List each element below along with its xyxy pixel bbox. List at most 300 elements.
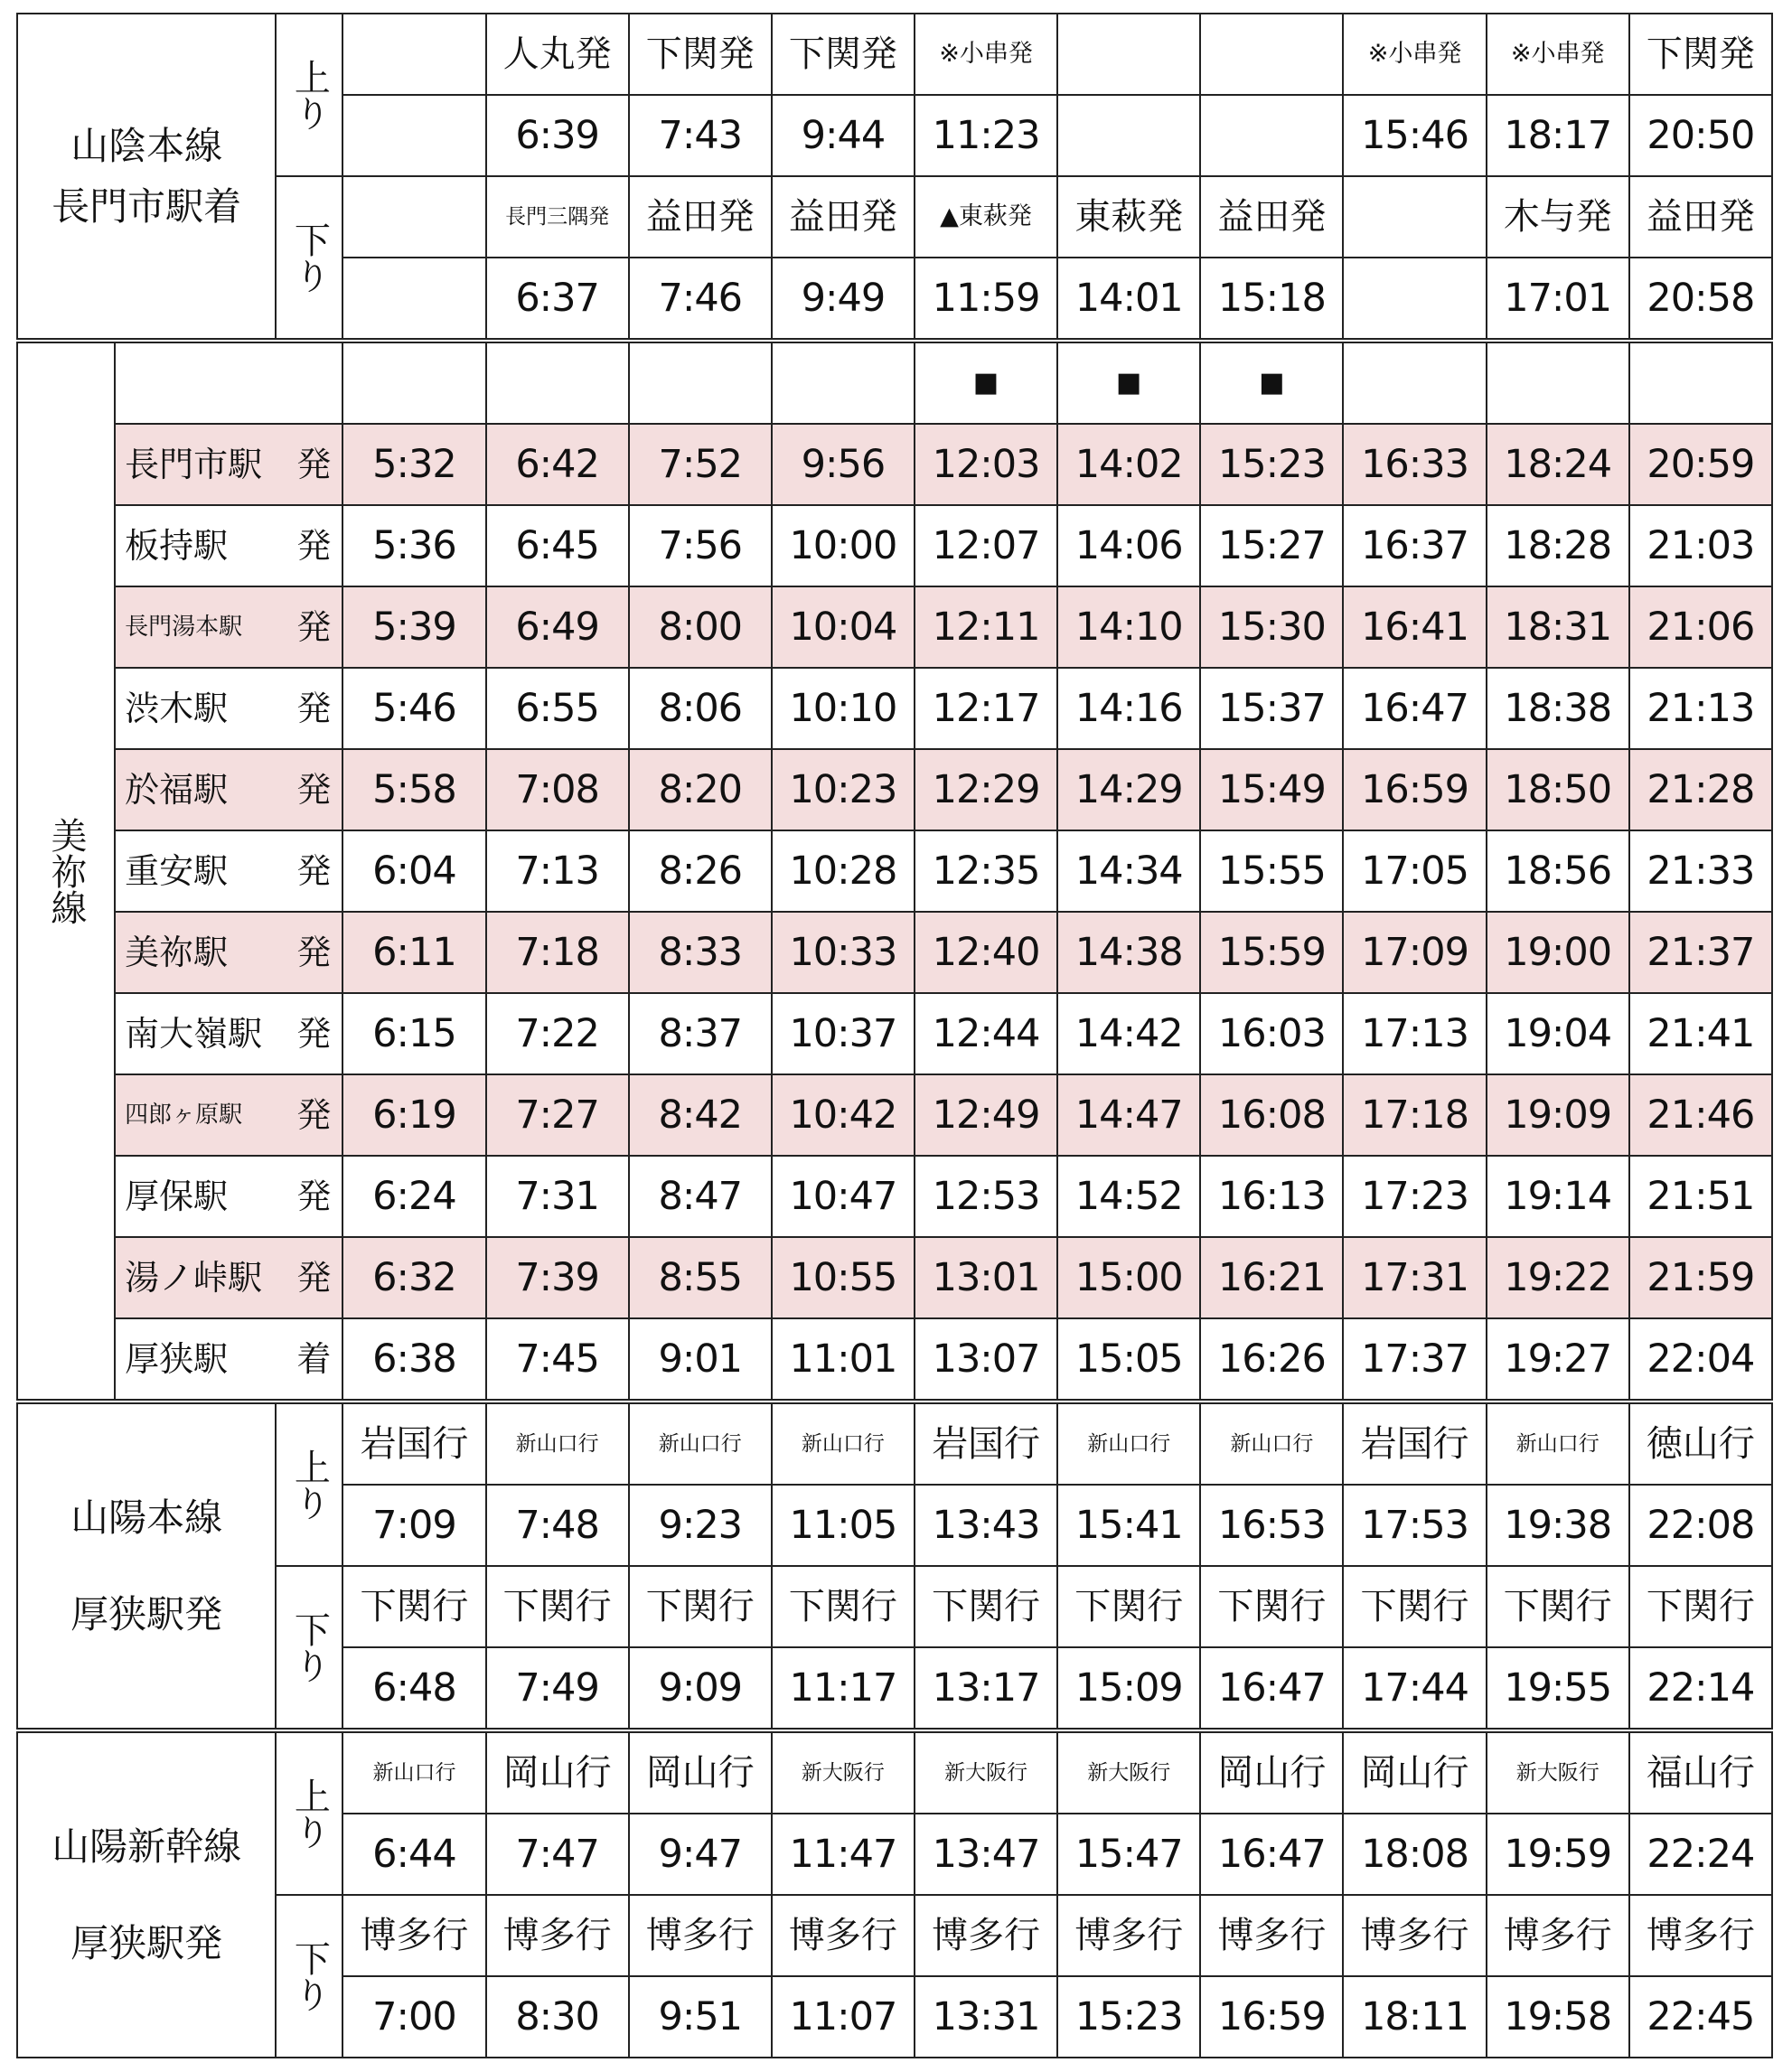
- shinkansen-time-cell: 18:08: [1343, 1814, 1486, 1895]
- sanin-time-cell: 11:59: [915, 258, 1057, 341]
- shinkansen-destination-cell: 博多行: [1629, 1895, 1772, 1976]
- sanyo-destination-cell: 下関行: [486, 1566, 629, 1647]
- time-cell: 18:31: [1487, 586, 1629, 668]
- sanyo-destination-cell: 岩国行: [342, 1402, 485, 1485]
- time-cell: 21:13: [1629, 668, 1772, 749]
- sanyo-destination-cell: 下関行: [772, 1566, 915, 1647]
- time-cell: 5:46: [342, 668, 485, 749]
- time-cell: 12:03: [915, 424, 1057, 505]
- time-cell: 19:22: [1487, 1237, 1629, 1318]
- shinkansen-destination-cell: 博多行: [342, 1895, 485, 1976]
- sanin-time-cell: [342, 95, 485, 176]
- sanyo-destination-cell: 新山口行: [486, 1402, 629, 1485]
- shinkansen-destination-cell: 岡山行: [1200, 1730, 1343, 1814]
- station-suffix: 発: [296, 607, 332, 647]
- sanin-row-up_origins: [17, 14, 1772, 95]
- station-suffix: 発: [296, 1177, 332, 1216]
- station-row: [17, 668, 1772, 749]
- time-cell: 13:07: [915, 1318, 1057, 1402]
- sanyo-time-cell: 11:05: [772, 1485, 915, 1566]
- time-cell: 8:33: [629, 912, 772, 993]
- time-cell: 21:37: [1629, 912, 1772, 993]
- sanyo-destination-cell: 下関行: [1487, 1566, 1629, 1647]
- sanin-origin-cell: ※小串発: [1343, 14, 1486, 95]
- shinkansen-time-cell: 7:47: [486, 1814, 629, 1895]
- sanin-line-cell: [17, 14, 276, 341]
- time-cell: 15:37: [1200, 668, 1343, 749]
- sanin-up-label: 上り: [276, 14, 342, 176]
- shinkansen-time-cell: 19:58: [1487, 1976, 1629, 2058]
- service-mark-cell: [486, 341, 629, 424]
- time-cell: 12:44: [915, 993, 1057, 1074]
- sanin-time-cell: 14:01: [1057, 258, 1200, 341]
- time-cell: 17:13: [1343, 993, 1486, 1074]
- sanin-time-cell: [1200, 95, 1343, 176]
- sanin-time-cell: [1343, 258, 1486, 341]
- station-name: 四郎ヶ原駅: [125, 1102, 243, 1129]
- time-cell: 16:33: [1343, 424, 1486, 505]
- sanyo-time-cell: 16:53: [1200, 1485, 1343, 1566]
- service-mark-cell: [1629, 341, 1772, 424]
- timetable: [16, 13, 1773, 2058]
- station-row: [17, 424, 1772, 505]
- service-mark-cell: [772, 341, 915, 424]
- time-cell: 15:55: [1200, 830, 1343, 912]
- shinkansen-destination-cell: 新大阪行: [1487, 1730, 1629, 1814]
- time-cell: 10:28: [772, 830, 915, 912]
- shinkansen-time-cell: 9:47: [629, 1814, 772, 1895]
- time-cell: 17:05: [1343, 830, 1486, 912]
- shinkansen-time-cell: 16:59: [1200, 1976, 1343, 2058]
- shinkansen-time-cell: 22:45: [1629, 1976, 1772, 2058]
- time-cell: 16:59: [1343, 749, 1486, 830]
- shinkansen-destination-cell: 博多行: [1343, 1895, 1486, 1976]
- time-cell: 6:49: [486, 586, 629, 668]
- time-cell: 22:04: [1629, 1318, 1772, 1402]
- time-cell: 21:33: [1629, 830, 1772, 912]
- shinkansen-time-cell: 19:59: [1487, 1814, 1629, 1895]
- time-cell: 7:27: [486, 1074, 629, 1156]
- sanyo-down-label: 下り: [276, 1566, 342, 1730]
- time-cell: 16:26: [1200, 1318, 1343, 1402]
- time-cell: 17:23: [1343, 1156, 1486, 1237]
- sanyo-time-cell: 19:55: [1487, 1647, 1629, 1730]
- shinkansen-destination-cell: 福山行: [1629, 1730, 1772, 1814]
- time-cell: 5:39: [342, 586, 485, 668]
- sanin-origin-cell: [342, 14, 485, 95]
- time-cell: 14:16: [1057, 668, 1200, 749]
- sanin-line-name: 山陰本線: [70, 123, 223, 168]
- shinkansen-destination-cell: 新大阪行: [1057, 1730, 1200, 1814]
- time-cell: 7:13: [486, 830, 629, 912]
- sanin-time-cell: [1057, 95, 1200, 176]
- sanin-station-name: 長門市駅着: [52, 184, 242, 229]
- time-cell: 18:24: [1487, 424, 1629, 505]
- time-cell: 21:51: [1629, 1156, 1772, 1237]
- time-cell: 18:50: [1487, 749, 1629, 830]
- time-cell: 6:11: [342, 912, 485, 993]
- shinkansen-row-down_dest: [17, 1895, 1772, 1976]
- time-cell: 10:10: [772, 668, 915, 749]
- time-cell: 19:04: [1487, 993, 1629, 1074]
- sanyo-line-name: 山陽本線: [70, 1495, 223, 1540]
- time-cell: 7:18: [486, 912, 629, 993]
- sanyo-time-cell: 15:41: [1057, 1485, 1200, 1566]
- station-row: [17, 830, 1772, 912]
- sanyo-time-cell: 7:48: [486, 1485, 629, 1566]
- station-row: [17, 1156, 1772, 1237]
- station-row: [17, 993, 1772, 1074]
- sanin-time-cell: 15:46: [1343, 95, 1486, 176]
- shinkansen-destination-cell: 博多行: [629, 1895, 772, 1976]
- sanin-origin-cell: ※小串発: [915, 14, 1057, 95]
- shinkansen-time-cell: 8:30: [486, 1976, 629, 2058]
- time-cell: 12:49: [915, 1074, 1057, 1156]
- sanyo-destination-cell: 下関行: [342, 1566, 485, 1647]
- time-cell: 21:59: [1629, 1237, 1772, 1318]
- time-cell: 19:14: [1487, 1156, 1629, 1237]
- sanyo-row-down_dest: [17, 1566, 1772, 1647]
- shinkansen-time-cell: 11:07: [772, 1976, 915, 2058]
- sanin-origin-cell: 人丸発: [486, 14, 629, 95]
- shinkansen-time-cell: 13:47: [915, 1814, 1057, 1895]
- time-cell: 10:37: [772, 993, 915, 1074]
- station-name: 長門市駅: [125, 445, 263, 484]
- time-cell: 15:23: [1200, 424, 1343, 505]
- station-name-cell: [115, 1074, 342, 1156]
- sanyo-time-cell: 9:09: [629, 1647, 772, 1730]
- time-cell: 7:22: [486, 993, 629, 1074]
- station-name: 重安駅: [125, 851, 229, 891]
- time-cell: 14:52: [1057, 1156, 1200, 1237]
- sanin-time-cell: 6:37: [486, 258, 629, 341]
- time-cell: 16:37: [1343, 505, 1486, 586]
- time-cell: 8:00: [629, 586, 772, 668]
- sanyo-destination-cell: 岩国行: [915, 1402, 1057, 1485]
- sanin-origin-cell: 下関発: [629, 14, 772, 95]
- station-suffix: 発: [296, 1258, 332, 1298]
- mine-marks-row: [17, 341, 1772, 424]
- shinkansen-destination-cell: 博多行: [915, 1895, 1057, 1976]
- shinkansen-line-cell: [17, 1730, 276, 2058]
- time-cell: 15:27: [1200, 505, 1343, 586]
- time-cell: 13:01: [915, 1237, 1057, 1318]
- time-cell: 7:56: [629, 505, 772, 586]
- station-name-cell: [115, 668, 342, 749]
- sanin-time-cell: 9:49: [772, 258, 915, 341]
- station-row: [17, 749, 1772, 830]
- time-cell: 5:36: [342, 505, 485, 586]
- sanin-origin-cell: 益田発: [1629, 176, 1772, 258]
- time-cell: 16:47: [1343, 668, 1486, 749]
- time-cell: 14:38: [1057, 912, 1200, 993]
- station-name-cell: [115, 912, 342, 993]
- sanyo-destination-cell: 新山口行: [772, 1402, 915, 1485]
- time-cell: 6:19: [342, 1074, 485, 1156]
- time-cell: 9:56: [772, 424, 915, 505]
- time-cell: 14:42: [1057, 993, 1200, 1074]
- sanyo-time-cell: 22:08: [1629, 1485, 1772, 1566]
- station-row: [17, 912, 1772, 993]
- sanin-time-cell: 18:17: [1487, 95, 1629, 176]
- sanyo-time-cell: 11:17: [772, 1647, 915, 1730]
- shinkansen-destination-cell: 新大阪行: [772, 1730, 915, 1814]
- time-cell: 19:09: [1487, 1074, 1629, 1156]
- time-cell: 6:42: [486, 424, 629, 505]
- time-cell: 6:15: [342, 993, 485, 1074]
- time-cell: 19:27: [1487, 1318, 1629, 1402]
- time-cell: 21:46: [1629, 1074, 1772, 1156]
- sanyo-time-cell: 16:47: [1200, 1647, 1343, 1730]
- sanyo-destination-cell: 新山口行: [1057, 1402, 1200, 1485]
- time-cell: 14:02: [1057, 424, 1200, 505]
- time-cell: 8:06: [629, 668, 772, 749]
- shinkansen-destination-cell: 博多行: [1057, 1895, 1200, 1976]
- time-cell: 6:38: [342, 1318, 485, 1402]
- time-cell: 15:49: [1200, 749, 1343, 830]
- station-suffix: 発: [296, 1014, 332, 1054]
- time-cell: 6:24: [342, 1156, 485, 1237]
- sanyo-time-cell: 17:44: [1343, 1647, 1486, 1730]
- station-name: 於福駅: [125, 770, 229, 810]
- service-mark-cell: [629, 341, 772, 424]
- station-name: 長門湯本駅: [125, 614, 243, 641]
- shinkansen-destination-cell: 博多行: [1487, 1895, 1629, 1976]
- time-cell: 17:37: [1343, 1318, 1486, 1402]
- time-cell: 18:38: [1487, 668, 1629, 749]
- sanin-time-cell: 20:58: [1629, 258, 1772, 341]
- sanyo-destination-cell: 新山口行: [629, 1402, 772, 1485]
- station-row: [17, 1318, 1772, 1402]
- station-suffix: 発: [296, 1095, 332, 1135]
- time-cell: 7:45: [486, 1318, 629, 1402]
- time-cell: 10:23: [772, 749, 915, 830]
- shinkansen-time-cell: 22:24: [1629, 1814, 1772, 1895]
- shinkansen-row-up_dest: [17, 1730, 1772, 1814]
- shinkansen-down-label: 下り: [276, 1895, 342, 2058]
- time-cell: 12:53: [915, 1156, 1057, 1237]
- sanyo-up-label: 上り: [276, 1402, 342, 1566]
- sanyo-row-up_dest: [17, 1402, 1772, 1485]
- time-cell: 8:55: [629, 1237, 772, 1318]
- station-name: 湯ノ峠駅: [125, 1258, 263, 1298]
- shinkansen-destination-cell: 岡山行: [1343, 1730, 1486, 1814]
- station-suffix: 発: [296, 933, 332, 972]
- time-cell: 15:05: [1057, 1318, 1200, 1402]
- time-cell: 10:47: [772, 1156, 915, 1237]
- mine-mark-header-blank: [115, 341, 342, 424]
- time-cell: 15:59: [1200, 912, 1343, 993]
- station-suffix: 発: [296, 770, 332, 810]
- station-name: 渋木駅: [125, 689, 229, 728]
- time-cell: 14:06: [1057, 505, 1200, 586]
- time-cell: 8:20: [629, 749, 772, 830]
- sanyo-destination-cell: 下関行: [629, 1566, 772, 1647]
- station-suffix: 発: [296, 445, 332, 484]
- sanin-origin-cell: [1200, 14, 1343, 95]
- sanyo-destination-cell: 下関行: [1057, 1566, 1200, 1647]
- sanin-origin-cell: 長門三隅発: [486, 176, 629, 258]
- time-cell: 6:04: [342, 830, 485, 912]
- time-cell: 16:08: [1200, 1074, 1343, 1156]
- sanyo-destination-cell: 下関行: [1200, 1566, 1343, 1647]
- sanyo-time-cell: 7:49: [486, 1647, 629, 1730]
- shinkansen-destination-cell: 博多行: [772, 1895, 915, 1976]
- sanin-origin-cell: 益田発: [772, 176, 915, 258]
- time-cell: 14:47: [1057, 1074, 1200, 1156]
- time-cell: 10:42: [772, 1074, 915, 1156]
- shinkansen-line-name: 山陽新幹線: [52, 1824, 242, 1869]
- time-cell: 21:06: [1629, 586, 1772, 668]
- time-cell: 10:00: [772, 505, 915, 586]
- station-row: [17, 586, 1772, 668]
- time-cell: 18:28: [1487, 505, 1629, 586]
- shinkansen-destination-cell: 岡山行: [486, 1730, 629, 1814]
- shinkansen-time-cell: 15:23: [1057, 1976, 1200, 2058]
- time-cell: 8:37: [629, 993, 772, 1074]
- sanin-time-cell: 20:50: [1629, 95, 1772, 176]
- sanyo-time-cell: 19:38: [1487, 1485, 1629, 1566]
- time-cell: 18:56: [1487, 830, 1629, 912]
- shinkansen-time-cell: 9:51: [629, 1976, 772, 2058]
- service-mark-cell: [342, 341, 485, 424]
- time-cell: 5:32: [342, 424, 485, 505]
- station-name-cell: [115, 424, 342, 505]
- time-cell: 15:00: [1057, 1237, 1200, 1318]
- sanyo-destination-cell: 徳山行: [1629, 1402, 1772, 1485]
- sanin-origin-cell: ※小串発: [1487, 14, 1629, 95]
- sanyo-time-cell: 22:14: [1629, 1647, 1772, 1730]
- station-row: [17, 1237, 1772, 1318]
- sanin-time-cell: 7:46: [629, 258, 772, 341]
- time-cell: 7:08: [486, 749, 629, 830]
- sanin-time-cell: 7:43: [629, 95, 772, 176]
- time-cell: 8:42: [629, 1074, 772, 1156]
- station-name-cell: [115, 830, 342, 912]
- time-cell: 12:07: [915, 505, 1057, 586]
- shinkansen-time-cell: 6:44: [342, 1814, 485, 1895]
- sanin-origin-cell: [1343, 176, 1486, 258]
- station-row: [17, 1074, 1772, 1156]
- sanyo-destination-cell: 新山口行: [1487, 1402, 1629, 1485]
- sanyo-line-cell: [17, 1402, 276, 1730]
- time-cell: 12:11: [915, 586, 1057, 668]
- service-mark-cell: ■: [1200, 341, 1343, 424]
- shinkansen-up-label: 上り: [276, 1730, 342, 1895]
- sanyo-destination-cell: 下関行: [1343, 1566, 1486, 1647]
- service-mark-cell: ■: [915, 341, 1057, 424]
- shinkansen-time-cell: 16:47: [1200, 1814, 1343, 1895]
- shinkansen-station-name: 厚狭駅発: [70, 1921, 223, 1965]
- station-suffix: 発: [296, 851, 332, 891]
- sanyo-time-cell: 17:53: [1343, 1485, 1486, 1566]
- mine-line-cell: [17, 341, 115, 1402]
- time-cell: 5:58: [342, 749, 485, 830]
- time-cell: 17:09: [1343, 912, 1486, 993]
- station-name-cell: [115, 505, 342, 586]
- time-cell: 12:35: [915, 830, 1057, 912]
- time-cell: 16:13: [1200, 1156, 1343, 1237]
- station-name: 厚保駅: [125, 1177, 229, 1216]
- station-name: 厚狭駅: [125, 1339, 229, 1379]
- station-suffix: 発: [296, 526, 332, 566]
- shinkansen-destination-cell: 博多行: [486, 1895, 629, 1976]
- sanyo-time-cell: 13:17: [915, 1647, 1057, 1730]
- service-mark-cell: [1487, 341, 1629, 424]
- time-cell: 21:28: [1629, 749, 1772, 830]
- station-name-cell: [115, 1237, 342, 1318]
- station-suffix: 発: [296, 689, 332, 728]
- time-cell: 10:33: [772, 912, 915, 993]
- time-cell: 16:21: [1200, 1237, 1343, 1318]
- time-cell: 15:30: [1200, 586, 1343, 668]
- shinkansen-time-cell: 15:47: [1057, 1814, 1200, 1895]
- shinkansen-time-cell: 7:00: [342, 1976, 485, 2058]
- time-cell: 8:26: [629, 830, 772, 912]
- shinkansen-destination-cell: 新山口行: [342, 1730, 485, 1814]
- time-cell: 14:10: [1057, 586, 1200, 668]
- time-cell: 7:39: [486, 1237, 629, 1318]
- station-name: 美祢駅: [125, 933, 229, 972]
- sanyo-time-cell: 15:09: [1057, 1647, 1200, 1730]
- time-cell: 12:17: [915, 668, 1057, 749]
- time-cell: 21:41: [1629, 993, 1772, 1074]
- shinkansen-destination-cell: 岡山行: [629, 1730, 772, 1814]
- service-mark-cell: [1343, 341, 1486, 424]
- station-suffix: 着: [296, 1339, 332, 1379]
- time-cell: 14:34: [1057, 830, 1200, 912]
- time-cell: 12:40: [915, 912, 1057, 993]
- time-cell: 16:03: [1200, 993, 1343, 1074]
- sanin-down-label: 下り: [276, 176, 342, 341]
- station-name-cell: [115, 586, 342, 668]
- station-name-cell: [115, 1318, 342, 1402]
- sanyo-station-name: 厚狭駅発: [70, 1592, 223, 1636]
- sanin-time-cell: 9:44: [772, 95, 915, 176]
- shinkansen-time-cell: 13:31: [915, 1976, 1057, 2058]
- sanin-time-cell: 17:01: [1487, 258, 1629, 341]
- sanin-origin-cell: [1057, 14, 1200, 95]
- sanin-time-cell: 11:23: [915, 95, 1057, 176]
- sanin-time-cell: 6:39: [486, 95, 629, 176]
- time-cell: 10:55: [772, 1237, 915, 1318]
- sanin-origin-cell: 益田発: [1200, 176, 1343, 258]
- shinkansen-destination-cell: 新大阪行: [915, 1730, 1057, 1814]
- station-row: [17, 505, 1772, 586]
- shinkansen-destination-cell: 博多行: [1200, 1895, 1343, 1976]
- time-cell: 17:18: [1343, 1074, 1486, 1156]
- sanyo-time-cell: 6:48: [342, 1647, 485, 1730]
- sanin-origin-cell: 下関発: [1629, 14, 1772, 95]
- mine-line-name: 美祢線: [45, 817, 88, 925]
- time-cell: 21:03: [1629, 505, 1772, 586]
- sanin-origin-cell: 木与発: [1487, 176, 1629, 258]
- station-name: 板持駅: [125, 526, 229, 566]
- station-name: 南大嶺駅: [125, 1014, 263, 1054]
- time-cell: 11:01: [772, 1318, 915, 1402]
- time-cell: 14:29: [1057, 749, 1200, 830]
- sanin-row-down_origins: [17, 176, 1772, 258]
- service-mark-cell: ■: [1057, 341, 1200, 424]
- time-cell: 12:29: [915, 749, 1057, 830]
- shinkansen-time-cell: 18:11: [1343, 1976, 1486, 2058]
- shinkansen-time-cell: 11:47: [772, 1814, 915, 1895]
- time-cell: 10:04: [772, 586, 915, 668]
- sanyo-destination-cell: 岩国行: [1343, 1402, 1486, 1485]
- time-cell: 9:01: [629, 1318, 772, 1402]
- sanin-origin-cell: 下関発: [772, 14, 915, 95]
- sanyo-destination-cell: 下関行: [915, 1566, 1057, 1647]
